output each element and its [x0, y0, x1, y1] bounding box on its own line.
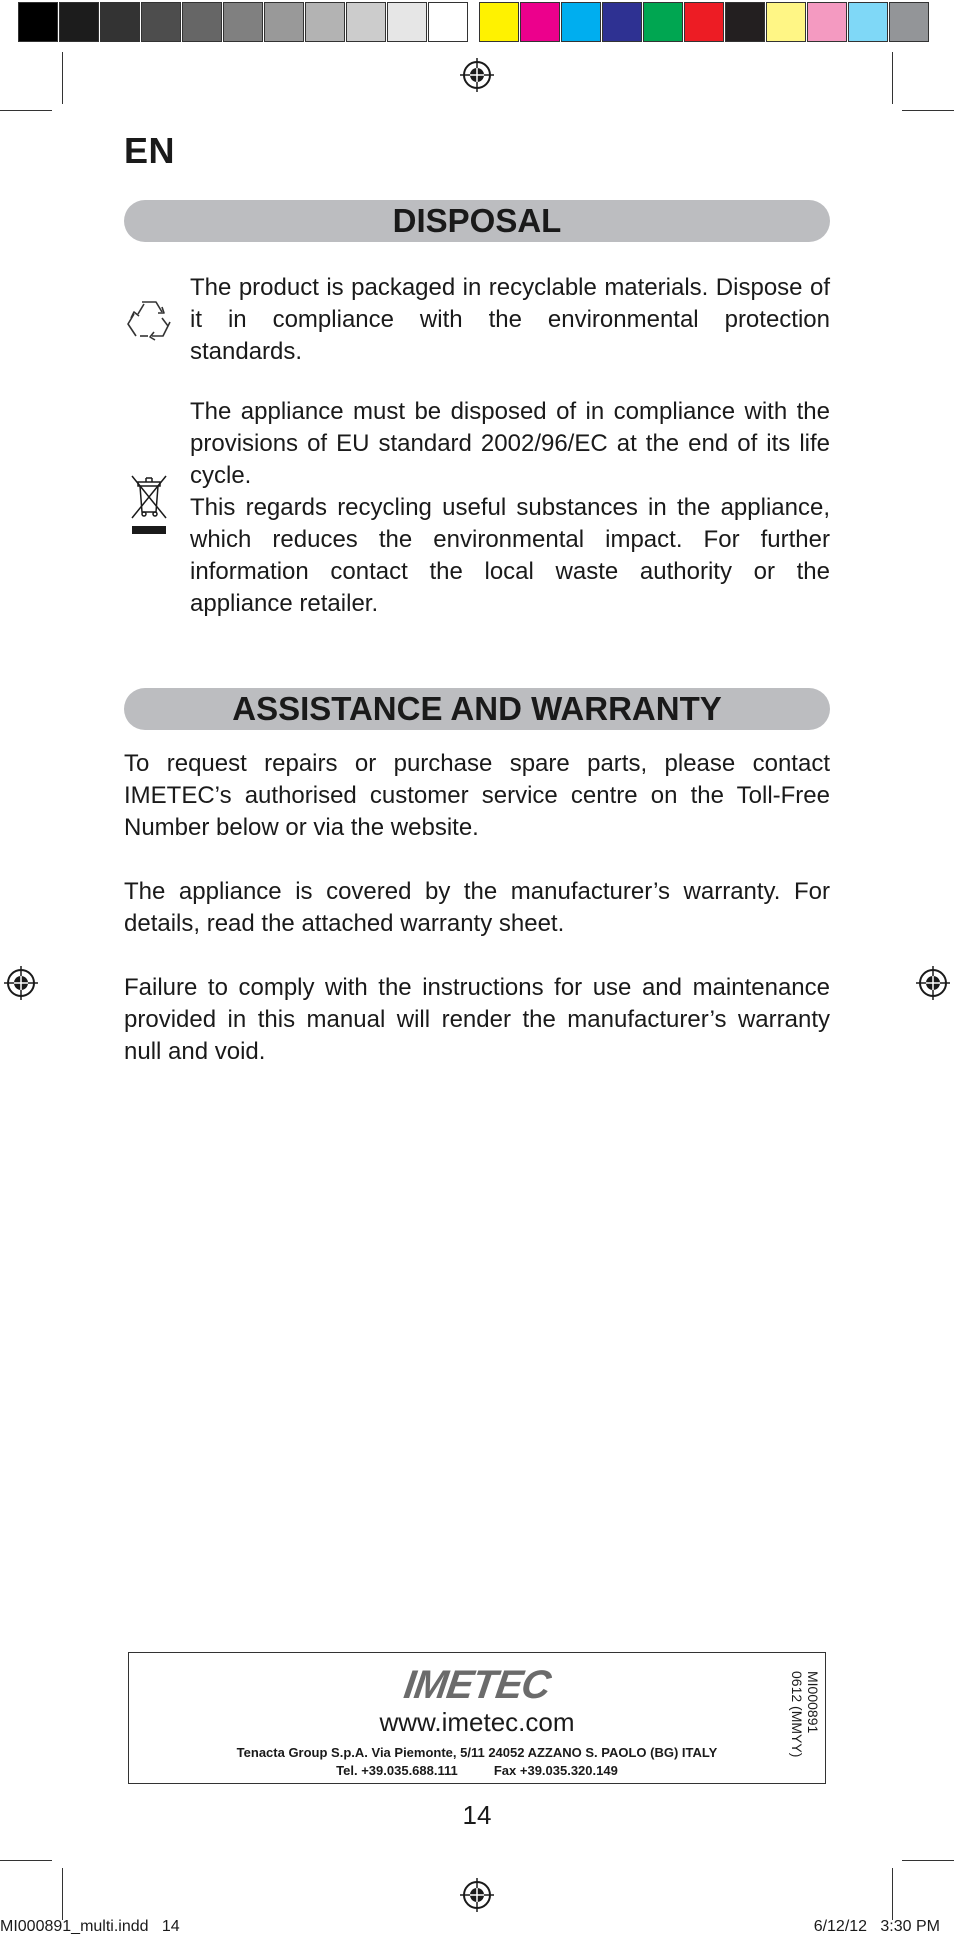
language-label: EN [124, 130, 176, 171]
warranty-coverage-text: The appliance is covered by the manufacturer’s warranty. For details, read the attached warranty sheet. [124, 878, 830, 937]
color-swatch [561, 2, 601, 42]
color-swatch [520, 2, 560, 42]
crop-mark [892, 1868, 893, 1920]
slug-filename: MI000891_multi.indd 14 [0, 1918, 180, 1935]
color-swatch [889, 2, 929, 42]
page-number: 14 [462, 1800, 492, 1830]
recycle-icon [122, 296, 176, 348]
disposal-recycling-text: This regards recycling useful substances in the appliance, which reduces the environmental impact. For further information contact the local waste authority or the appliance retailer. [190, 494, 830, 617]
color-swatch [643, 2, 683, 42]
warranty-service-text: To request repairs or purchase spare parts, please contact IMETEC’s authorised customer service centre on the Toll-Free Number below or via the website. [124, 750, 830, 841]
color-swatch [141, 2, 181, 42]
warranty-void-text: Failure to comply with the instructions for use and maintenance provided in this manual will render the manufacturer’s warranty null and void. [124, 974, 830, 1065]
document-code [789, 1671, 821, 1757]
company-contacts: Tel. +39.035.688.111 Fax +39.035.320.149 [336, 1763, 618, 1778]
crop-mark [62, 52, 63, 104]
color-swatch [59, 2, 99, 42]
document-code-date: 0612 (MMYY) [789, 1671, 805, 1758]
color-swatch [848, 2, 888, 42]
imetec-logo: IMETEC [401, 1663, 553, 1707]
crop-mark [0, 110, 52, 111]
color-swatch [223, 2, 263, 42]
crossed-bin-icon [128, 474, 172, 538]
swatch-gap [469, 2, 479, 42]
color-swatch [807, 2, 847, 42]
crop-mark [892, 52, 893, 104]
crop-mark [62, 1868, 63, 1920]
color-swatch [766, 2, 806, 42]
registration-mark-icon [916, 966, 950, 1000]
color-swatch [428, 2, 468, 42]
disposal-weee-text: The appliance must be disposed of in compliance with the provisions of EU standard 2002/96/EC at the end of its life cycle. [190, 398, 830, 489]
company-address: Tenacta Group S.p.A. Via Piemonte, 5/11 24052 AZZANO S. PAOLO (BG) ITALY [236, 1745, 718, 1760]
color-swatch [479, 2, 519, 42]
document-code-number: MI000891 [805, 1671, 821, 1734]
color-swatch [100, 2, 140, 42]
disposal-packaging-text: The product is packaged in recyclable materials. Dispose of it in compliance with the environmental protection standards. [190, 274, 830, 365]
color-swatch [725, 2, 765, 42]
color-swatch [346, 2, 386, 42]
color-swatch [182, 2, 222, 42]
slug-datetime: 6/12/12 3:30 PM [813, 1918, 940, 1935]
color-swatch [264, 2, 304, 42]
website-url: www.imetec.com [379, 1707, 575, 1737]
color-swatch [602, 2, 642, 42]
warranty-heading: ASSISTANCE AND WARRANTY [124, 688, 830, 730]
registration-mark-icon [460, 1878, 494, 1912]
color-swatch [305, 2, 345, 42]
color-swatch [387, 2, 427, 42]
registration-mark-icon [4, 966, 38, 1000]
color-swatch [684, 2, 724, 42]
disposal-heading: DISPOSAL [124, 200, 830, 242]
registration-mark-icon [460, 58, 494, 92]
color-calibration-bar [18, 2, 930, 42]
crop-mark [0, 1860, 52, 1861]
crop-mark [902, 1860, 954, 1861]
manufacturer-footer [128, 1652, 826, 1784]
color-swatch [18, 2, 58, 42]
crop-mark [902, 110, 954, 111]
